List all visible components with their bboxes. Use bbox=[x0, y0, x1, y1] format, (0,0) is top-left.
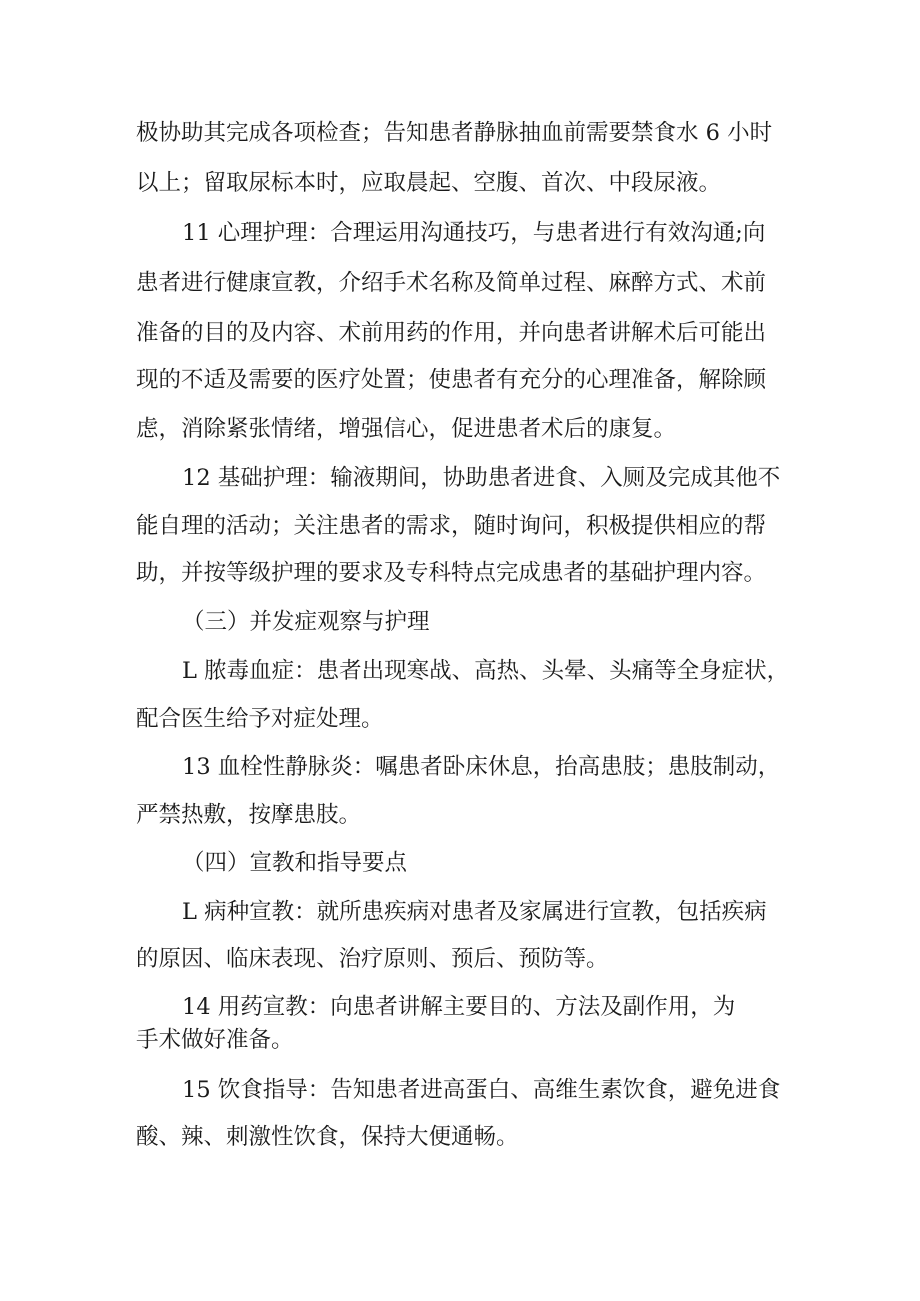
text-line: 13 血栓性静脉炎：嘱患者卧床休息，抬高患肢；患肢制动， bbox=[182, 754, 781, 780]
text-line: 准备的目的及内容、术前用药的作用，并向患者讲解术后可能出 bbox=[136, 320, 767, 346]
text-line: 现的不适及需要的医疗处置；使患者有充分的心理准备，解除顾 bbox=[136, 367, 767, 393]
text-line: 虑，消除紧张情绪，增强信心，促进患者术后的康复。 bbox=[136, 416, 677, 442]
text-line: 的原因、临床表现、治疗原则、预后、预防等。 bbox=[136, 946, 609, 972]
text-line: 12 基础护理：输液期间，协助患者进食、入厕及完成其他不 bbox=[182, 465, 781, 491]
section-heading: （四）宣教和指导要点 bbox=[182, 850, 408, 876]
text-line: 能自理的活动；关注患者的需求，随时询问，积极提供相应的帮 bbox=[136, 513, 767, 539]
text-line: 严禁热敷，按摩患肢。 bbox=[136, 802, 362, 828]
text-line: 助，并按等级护理的要求及专科特点完成患者的基础护理内容。 bbox=[136, 560, 767, 586]
section-heading: （三）并发症观察与护理 bbox=[182, 609, 430, 635]
text-line: 酸、辣、刺激性饮食，保持大便通畅。 bbox=[136, 1124, 519, 1150]
text-line: L 病种宣教：就所患疾病对患者及家属进行宣教，包括疾病 bbox=[182, 899, 767, 925]
text-line: L 脓毒血症：患者出现寒战、高热、头晕、头痛等全身症状， bbox=[182, 658, 790, 684]
text-line: 患者进行健康宣教，介绍手术名称及简单过程、麻醉方式、术前 bbox=[136, 270, 767, 296]
text-line: 手术做好准备。 bbox=[136, 1027, 294, 1053]
text-line: 配合医生给予对症处理。 bbox=[136, 706, 384, 732]
text-line: 14 用药宣教：向患者讲解主要目的、方法及副作用，为 bbox=[182, 994, 736, 1020]
text-line: 极协助其完成各项检查；告知患者静脉抽血前需要禁食水 6 小时 bbox=[136, 120, 773, 146]
text-line: 15 饮食指导：告知患者进高蛋白、高维生素饮食，避免进食 bbox=[182, 1077, 781, 1103]
text-line: 11 心理护理：合理运用沟通技巧，与患者进行有效沟通;向 bbox=[182, 220, 766, 246]
text-line: 以上；留取尿标本时，应取晨起、空腹、首次、中段尿液。 bbox=[136, 170, 722, 196]
